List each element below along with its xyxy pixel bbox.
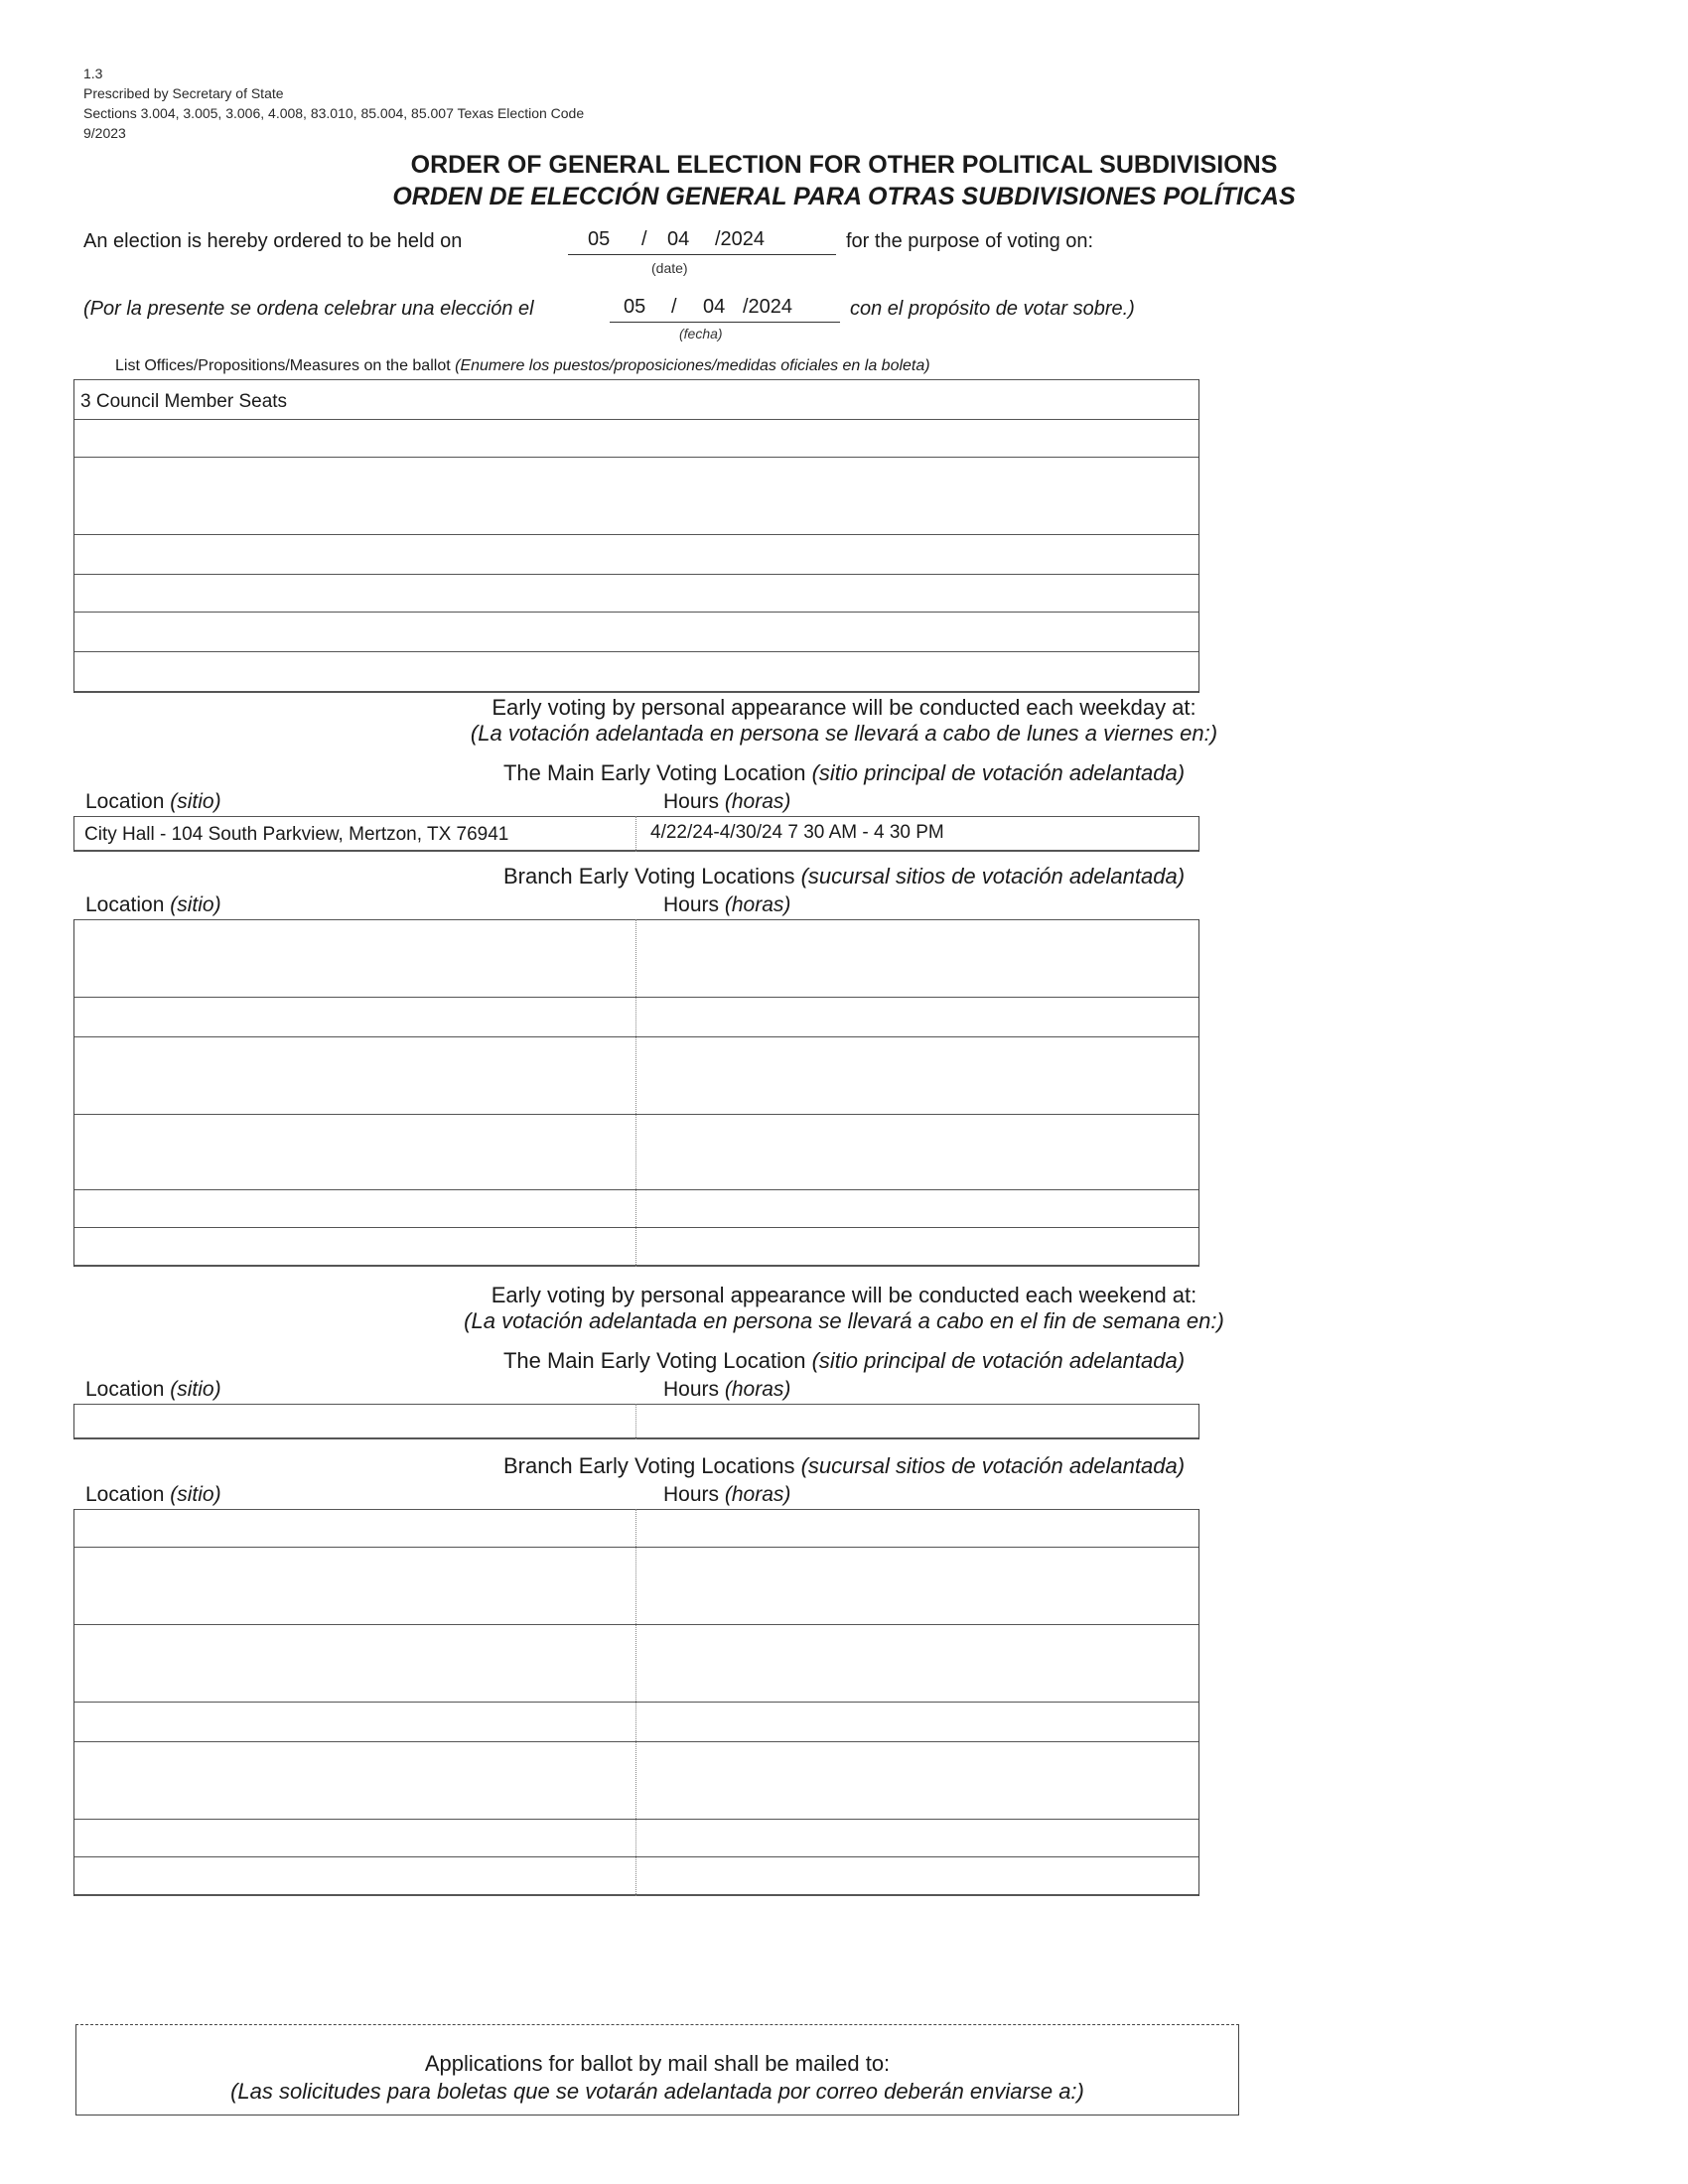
weekday-main-heading: The Main Early Voting Location (sitio principal de votación adelantada) xyxy=(502,760,1186,785)
weekday-branch-heading: Branch Early Voting Locations (sucursal sitios de votación adelantada) xyxy=(502,864,1186,888)
election-date-suffix: for the purpose of voting on: xyxy=(846,230,1094,252)
weekend-heading-es: (La votación adelantada en persona se llevará a cabo en el fin de semana en:) xyxy=(464,1308,1224,1333)
weekday-branch-table xyxy=(73,919,1199,1267)
ballot-items-label: List Offices/Propositions/Measures on the ballot (Enumere los puestos/proposiciones/medidas oficiales en la boleta) xyxy=(115,357,930,374)
election-date-prefix: An election is hereby ordered to be held on xyxy=(83,230,463,252)
weekend-main-heading: The Main Early Voting Location (sitio principal de votación adelantada) xyxy=(502,1348,1186,1373)
election-date-prefix-es: (Por la presente se ordena celebrar una elección el xyxy=(83,298,534,320)
weekday-main-hours: 4/22/24-4/30/24 7 30 AM - 4 30 PM xyxy=(650,822,944,843)
mail-application-box xyxy=(75,2024,1239,2116)
weekday-branch-hours-label: Hours (horas) xyxy=(663,893,791,916)
weekday-heading: Early voting by personal appearance will be conducted each weekday at: xyxy=(492,695,1196,720)
date-month-es: 05 xyxy=(624,296,646,318)
weekend-hours-label: Hours (horas) xyxy=(663,1378,791,1401)
date-separator: / xyxy=(641,228,647,250)
weekday-main-location: City Hall - 104 South Parkview, Mertzon, TX 76941 xyxy=(84,824,509,845)
weekend-branch-table xyxy=(73,1509,1199,1896)
date-year-es: /2024 xyxy=(743,296,793,318)
date-month: 05 xyxy=(588,228,611,250)
date-caption-es: (fecha) xyxy=(679,326,723,341)
weekend-branch-heading: Branch Early Voting Locations (sucursal sitios de votación adelantada) xyxy=(502,1453,1186,1478)
date-year: /2024 xyxy=(715,228,766,250)
date-caption: (date) xyxy=(651,260,688,276)
date-day: 04 xyxy=(667,228,690,250)
mail-application-text-es: (Las solicitudes para boletas que se votarán adelantada por correo deberán enviarse a:) xyxy=(230,2079,1084,2104)
weekday-branch-location-label: Location (sitio) xyxy=(85,893,221,916)
weekend-main-table xyxy=(73,1404,1199,1439)
weekday-main-table xyxy=(73,816,1199,852)
form-code: 1.3 xyxy=(83,66,103,81)
date-separator-es: / xyxy=(671,296,677,318)
ballot-item: 3 Council Member Seats xyxy=(80,391,288,412)
election-date-field-es xyxy=(610,296,840,323)
weekend-branch-hours-label: Hours (horas) xyxy=(663,1483,791,1506)
election-date-field xyxy=(568,228,836,255)
weekend-location-label: Location (sitio) xyxy=(85,1378,221,1401)
weekday-location-label: Location (sitio) xyxy=(85,790,221,813)
title-spanish: ORDEN DE ELECCIÓN GENERAL PARA OTRAS SUBDIVISIONES POLÍTICAS xyxy=(392,183,1296,210)
prescribed-by: Prescribed by Secretary of State xyxy=(83,85,284,101)
election-date-suffix-es: con el propósito de votar sobre.) xyxy=(850,298,1135,320)
weekend-heading: Early voting by personal appearance will be conducted each weekend at: xyxy=(491,1283,1197,1307)
mail-application-text: Applications for ballot by mail shall be mailed to: xyxy=(424,2051,891,2076)
weekday-hours-label: Hours (horas) xyxy=(663,790,791,813)
title-english: ORDER OF GENERAL ELECTION FOR OTHER POLITICAL SUBDIVISIONS xyxy=(410,151,1278,179)
weekend-branch-location-label: Location (sitio) xyxy=(85,1483,221,1506)
statute-sections: Sections 3.004, 3.005, 3.006, 4.008, 83.010, 85.004, 85.007 Texas Election Code xyxy=(83,105,585,121)
weekday-heading-es: (La votación adelantada en persona se llevará a cabo de lunes a viernes en:) xyxy=(470,721,1218,746)
date-day-es: 04 xyxy=(703,296,726,318)
form-revision: 9/2023 xyxy=(83,125,126,141)
ballot-items-table xyxy=(73,379,1199,693)
